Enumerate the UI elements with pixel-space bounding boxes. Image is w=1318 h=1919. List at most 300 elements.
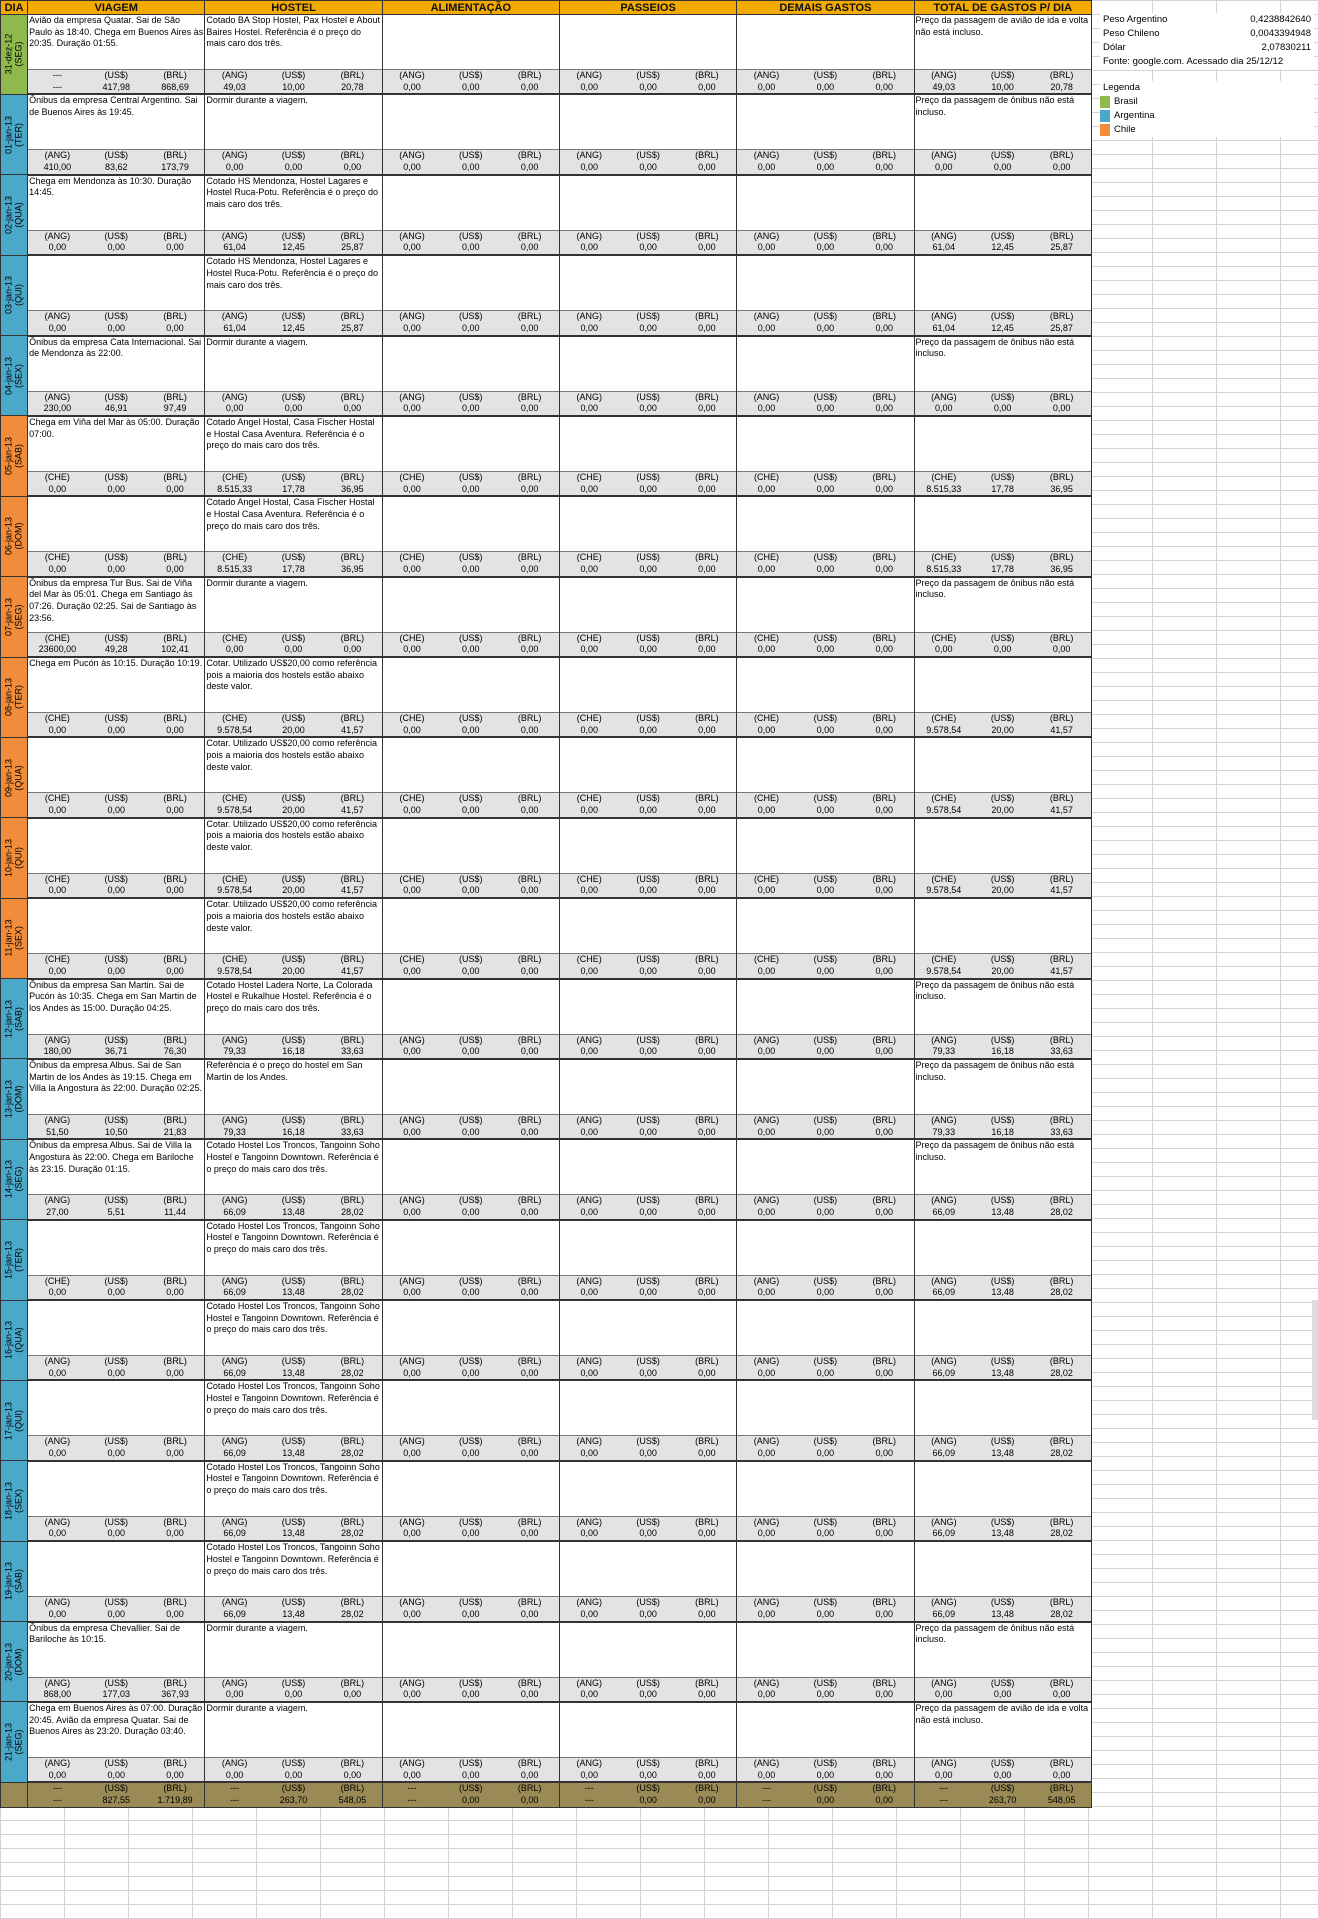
totals-value[interactable]: 827,55	[87, 1795, 146, 1808]
currency-label[interactable]: (ANG)	[559, 150, 618, 162]
day-cell[interactable]	[1, 1702, 28, 1782]
amount-cell[interactable]: 367,93	[146, 1689, 205, 1702]
currency-label[interactable]: (BRL)	[855, 1677, 914, 1689]
amount-cell[interactable]: 0,00	[87, 484, 146, 497]
amount-cell[interactable]: 0,00	[559, 484, 618, 497]
demais-gastos-note[interactable]	[737, 15, 914, 70]
currency-label[interactable]: (US$)	[87, 954, 146, 966]
currency-label[interactable]: (BRL)	[855, 230, 914, 242]
header-viagem[interactable]: VIAGEM	[28, 1, 205, 15]
amount-cell[interactable]: 0,00	[500, 403, 559, 416]
currency-label[interactable]: (US$)	[796, 1114, 855, 1126]
amount-cell[interactable]: 41,57	[323, 805, 382, 818]
amount-cell[interactable]: 79,33	[205, 1046, 264, 1059]
amount-cell[interactable]: 0,00	[737, 644, 796, 657]
amount-cell[interactable]: 0,00	[855, 162, 914, 175]
amount-cell[interactable]: 0,00	[737, 242, 796, 255]
amount-cell[interactable]: 0,00	[796, 323, 855, 336]
currency-label[interactable]: (US$)	[264, 1195, 323, 1207]
currency-label[interactable]: (US$)	[973, 311, 1032, 323]
currency-label[interactable]: (ANG)	[382, 1677, 441, 1689]
currency-label[interactable]: (US$)	[973, 1356, 1032, 1368]
amount-cell[interactable]: 10,00	[264, 82, 323, 95]
currency-label[interactable]: (BRL)	[323, 1757, 382, 1769]
currency-label[interactable]: (ANG)	[28, 391, 87, 403]
amount-cell[interactable]: 0,00	[441, 323, 500, 336]
amount-cell[interactable]: 79,33	[205, 1127, 264, 1140]
amount-cell[interactable]: 11,44	[146, 1207, 205, 1220]
currency-label[interactable]: (BRL)	[678, 230, 737, 242]
currency-label[interactable]: (US$)	[973, 793, 1032, 805]
currency-label[interactable]: (CHE)	[205, 552, 264, 564]
header-demais-gastos[interactable]: DEMAIS GASTOS	[737, 1, 914, 15]
currency-label[interactable]: (US$)	[796, 1516, 855, 1528]
total-note[interactable]	[914, 255, 1091, 311]
totals-value[interactable]: 548,05	[323, 1795, 382, 1808]
alimentacao-note[interactable]	[382, 255, 559, 311]
totals-label[interactable]: (BRL)	[500, 1782, 559, 1795]
currency-label[interactable]: (ANG)	[28, 1114, 87, 1126]
currency-label[interactable]: (ANG)	[737, 1114, 796, 1126]
currency-label[interactable]: (BRL)	[500, 471, 559, 483]
day-cell[interactable]	[1, 336, 28, 416]
currency-label[interactable]: (BRL)	[855, 150, 914, 162]
amount-cell[interactable]: 0,00	[914, 1770, 973, 1783]
totals-value[interactable]: 548,05	[1032, 1795, 1091, 1808]
amount-cell[interactable]: 0,00	[441, 885, 500, 898]
totals-label[interactable]: ---	[28, 1782, 87, 1795]
currency-label[interactable]: (US$)	[87, 70, 146, 82]
amount-cell[interactable]: 0,00	[146, 323, 205, 336]
amount-cell[interactable]: 20,00	[264, 885, 323, 898]
currency-label[interactable]: (BRL)	[500, 713, 559, 725]
amount-cell[interactable]: 0,00	[87, 885, 146, 898]
amount-cell[interactable]: 13,48	[264, 1368, 323, 1381]
currency-label[interactable]: (BRL)	[855, 954, 914, 966]
currency-label[interactable]: (BRL)	[500, 70, 559, 82]
currency-label[interactable]: (ANG)	[28, 1597, 87, 1609]
amount-cell[interactable]: 0,00	[678, 82, 737, 95]
amount-cell[interactable]: 61,04	[914, 323, 973, 336]
currency-label[interactable]: (BRL)	[146, 632, 205, 644]
currency-label[interactable]: (ANG)	[914, 230, 973, 242]
amount-cell[interactable]: 41,57	[323, 725, 382, 738]
hostel-note[interactable]: Dormir durante a viagem.	[205, 577, 382, 633]
amount-cell[interactable]: 0,00	[382, 1528, 441, 1541]
currency-label[interactable]: (BRL)	[500, 1597, 559, 1609]
amount-cell[interactable]: 0,00	[678, 966, 737, 979]
currency-label[interactable]: (ANG)	[28, 1757, 87, 1769]
total-note[interactable]	[914, 1461, 1091, 1517]
currency-label[interactable]: (BRL)	[323, 1436, 382, 1448]
alimentacao-note[interactable]	[382, 1300, 559, 1356]
currency-label[interactable]: (BRL)	[855, 391, 914, 403]
currency-label[interactable]: (ANG)	[559, 1597, 618, 1609]
currency-label[interactable]: ---	[28, 70, 87, 82]
currency-label[interactable]: (BRL)	[678, 1757, 737, 1769]
amount-cell[interactable]: 0,00	[264, 403, 323, 416]
amount-cell[interactable]: 0,00	[28, 885, 87, 898]
currency-label[interactable]: (BRL)	[146, 311, 205, 323]
currency-label[interactable]: (ANG)	[205, 230, 264, 242]
currency-label[interactable]: (BRL)	[146, 1757, 205, 1769]
currency-label[interactable]: (BRL)	[1032, 632, 1091, 644]
amount-cell[interactable]: 0,00	[1032, 644, 1091, 657]
amount-cell[interactable]: 0,00	[323, 403, 382, 416]
currency-label[interactable]: (BRL)	[855, 1436, 914, 1448]
hostel-note[interactable]: Cotado Hostel Los Troncos, Tangoinn Soho Hostel e Tangoinn Downtown. Referência é o preço do mais caro dos três.	[205, 1380, 382, 1436]
amount-cell[interactable]: 33,63	[1032, 1046, 1091, 1059]
amount-cell[interactable]: 0,00	[500, 1448, 559, 1461]
amount-cell[interactable]: 21,83	[146, 1127, 205, 1140]
amount-cell[interactable]: 49,28	[87, 644, 146, 657]
amount-cell[interactable]: 0,00	[678, 644, 737, 657]
currency-label[interactable]: (US$)	[796, 873, 855, 885]
hostel-note[interactable]: Cotar. Utilizado US$20,00 como referência pois a maioria dos hostels estão abaixo deste valor.	[205, 898, 382, 954]
amount-cell[interactable]: 13,48	[264, 1448, 323, 1461]
passeios-note[interactable]	[559, 1622, 736, 1678]
demais-gastos-note[interactable]	[737, 657, 914, 713]
currency-label[interactable]: (US$)	[87, 1436, 146, 1448]
amount-cell[interactable]: 0,00	[382, 1448, 441, 1461]
currency-label[interactable]: (US$)	[619, 1597, 678, 1609]
amount-cell[interactable]: 0,00	[500, 1046, 559, 1059]
currency-label[interactable]: (US$)	[619, 1195, 678, 1207]
currency-label[interactable]: (BRL)	[678, 793, 737, 805]
hostel-note[interactable]: Cotar. Utilizado US$20,00 como referência pois a maioria dos hostels estão abaixo deste valor.	[205, 737, 382, 793]
currency-label[interactable]: (US$)	[264, 391, 323, 403]
total-note[interactable]	[914, 1541, 1091, 1597]
passeios-note[interactable]	[559, 15, 736, 70]
viagem-note[interactable]	[28, 255, 205, 311]
amount-cell[interactable]: 0,00	[441, 1368, 500, 1381]
hostel-note[interactable]: Cotado BA Stop Hostel, Pax Hostel e About Baires Hostel. Referência é o preço do mais caro dos três.	[205, 15, 382, 70]
amount-cell[interactable]: 0,00	[323, 1770, 382, 1783]
amount-cell[interactable]: 102,41	[146, 644, 205, 657]
alimentacao-note[interactable]	[382, 818, 559, 874]
currency-label[interactable]: (BRL)	[1032, 1516, 1091, 1528]
currency-label[interactable]: (BRL)	[323, 230, 382, 242]
currency-label[interactable]: (BRL)	[678, 1516, 737, 1528]
amount-cell[interactable]: 0,00	[678, 484, 737, 497]
amount-cell[interactable]: 0,00	[619, 725, 678, 738]
demais-gastos-note[interactable]	[737, 496, 914, 552]
currency-label[interactable]: (CHE)	[28, 793, 87, 805]
amount-cell[interactable]: 0,00	[146, 564, 205, 577]
currency-label[interactable]: (ANG)	[382, 1597, 441, 1609]
amount-cell[interactable]: 0,00	[678, 1127, 737, 1140]
amount-cell[interactable]: 0,00	[855, 1368, 914, 1381]
currency-label[interactable]: (BRL)	[678, 70, 737, 82]
amount-cell[interactable]: 0,00	[737, 484, 796, 497]
currency-label[interactable]: (BRL)	[678, 1114, 737, 1126]
currency-label[interactable]: (BRL)	[1032, 552, 1091, 564]
currency-label[interactable]: (BRL)	[323, 1677, 382, 1689]
currency-label[interactable]: (BRL)	[323, 1356, 382, 1368]
currency-label[interactable]: (US$)	[441, 1436, 500, 1448]
rate-row-dolar[interactable]	[1100, 41, 1314, 55]
currency-label[interactable]: (BRL)	[146, 552, 205, 564]
amount-cell[interactable]: 0,00	[28, 484, 87, 497]
passeios-note[interactable]	[559, 336, 736, 392]
currency-label[interactable]: (BRL)	[323, 954, 382, 966]
currency-label[interactable]: (BRL)	[500, 391, 559, 403]
amount-cell[interactable]: 0,00	[146, 1287, 205, 1300]
amount-cell[interactable]: 0,00	[973, 644, 1032, 657]
currency-label[interactable]: (CHE)	[737, 954, 796, 966]
currency-label[interactable]: (US$)	[264, 150, 323, 162]
currency-label[interactable]: (ANG)	[914, 150, 973, 162]
currency-label[interactable]: (US$)	[619, 793, 678, 805]
currency-label[interactable]: (BRL)	[500, 954, 559, 966]
viagem-note[interactable]	[28, 1220, 205, 1276]
currency-label[interactable]: (BRL)	[323, 391, 382, 403]
currency-label[interactable]: (BRL)	[146, 1275, 205, 1287]
viagem-note[interactable]: Ônibus da empresa Albus. Sai de Villa la Angostura às 22:00. Chega em Bariloche às 23:15. Duração 01:15.	[28, 1139, 205, 1195]
totals-label[interactable]: (BRL)	[323, 1782, 382, 1795]
amount-cell[interactable]: 20,78	[323, 82, 382, 95]
amount-cell[interactable]: 0,00	[382, 323, 441, 336]
amount-cell[interactable]: 0,00	[559, 1770, 618, 1783]
currency-label[interactable]: (BRL)	[146, 1677, 205, 1689]
amount-cell[interactable]: 0,00	[914, 1689, 973, 1702]
amount-cell[interactable]: 868,00	[28, 1689, 87, 1702]
amount-cell[interactable]: 0,00	[796, 1127, 855, 1140]
currency-label[interactable]: (BRL)	[855, 1356, 914, 1368]
amount-cell[interactable]: 0,00	[619, 644, 678, 657]
currency-label[interactable]: (CHE)	[737, 873, 796, 885]
currency-label[interactable]: (BRL)	[855, 873, 914, 885]
hostel-note[interactable]: Cotar. Utilizado US$20,00 como referência pois a maioria dos hostels estão abaixo deste valor.	[205, 818, 382, 874]
currency-label[interactable]: (US$)	[973, 1034, 1032, 1046]
legend-item-brasil[interactable]	[1100, 95, 1314, 109]
amount-cell[interactable]: 0,00	[382, 1127, 441, 1140]
amount-cell[interactable]: 0,00	[678, 1609, 737, 1622]
currency-label[interactable]: (BRL)	[855, 70, 914, 82]
currency-label[interactable]: (BRL)	[1032, 954, 1091, 966]
amount-cell[interactable]: 0,00	[619, 1046, 678, 1059]
alimentacao-note[interactable]	[382, 1702, 559, 1758]
amount-cell[interactable]: 0,00	[441, 1689, 500, 1702]
currency-label[interactable]: (BRL)	[500, 1757, 559, 1769]
amount-cell[interactable]: 0,00	[382, 1046, 441, 1059]
amount-cell[interactable]: 41,57	[1032, 885, 1091, 898]
currency-label[interactable]: (BRL)	[500, 1275, 559, 1287]
hostel-note[interactable]: Referência é o preço do hostel em San Martin de los Andes.	[205, 1059, 382, 1115]
total-note[interactable]: Preço da passagem de ônibus não está incluso.	[914, 577, 1091, 633]
currency-label[interactable]: (ANG)	[382, 1275, 441, 1287]
amount-cell[interactable]: 0,00	[441, 403, 500, 416]
header-total-gastos[interactable]: TOTAL DE GASTOS P/ DIA	[914, 1, 1091, 15]
amount-cell[interactable]: 0,00	[855, 966, 914, 979]
totals-label[interactable]: (BRL)	[146, 1782, 205, 1795]
amount-cell[interactable]: 0,00	[619, 484, 678, 497]
amount-cell[interactable]: 0,00	[146, 1609, 205, 1622]
currency-label[interactable]: (ANG)	[205, 311, 264, 323]
amount-cell[interactable]: 16,18	[973, 1046, 1032, 1059]
amount-cell[interactable]: 16,18	[264, 1046, 323, 1059]
currency-label[interactable]: (US$)	[87, 391, 146, 403]
currency-label[interactable]: (US$)	[264, 873, 323, 885]
amount-cell[interactable]: 0,00	[973, 162, 1032, 175]
currency-label[interactable]: (US$)	[973, 1597, 1032, 1609]
alimentacao-note[interactable]	[382, 94, 559, 150]
amount-cell[interactable]: 0,00	[619, 966, 678, 979]
currency-label[interactable]: (BRL)	[500, 632, 559, 644]
currency-label[interactable]: (ANG)	[205, 1677, 264, 1689]
alimentacao-note[interactable]	[382, 1461, 559, 1517]
currency-label[interactable]: (ANG)	[914, 1275, 973, 1287]
currency-label[interactable]: (ANG)	[914, 1195, 973, 1207]
demais-gastos-note[interactable]	[737, 1059, 914, 1115]
currency-label[interactable]: (US$)	[619, 70, 678, 82]
currency-label[interactable]: (ANG)	[914, 1757, 973, 1769]
currency-label[interactable]: (CHE)	[559, 552, 618, 564]
amount-cell[interactable]: 410,00	[28, 162, 87, 175]
currency-label[interactable]: (BRL)	[1032, 311, 1091, 323]
amount-cell[interactable]: 66,09	[914, 1287, 973, 1300]
amount-cell[interactable]: 20,00	[264, 966, 323, 979]
passeios-note[interactable]	[559, 1702, 736, 1758]
amount-cell[interactable]: 8.515,33	[914, 484, 973, 497]
currency-label[interactable]: (BRL)	[146, 873, 205, 885]
currency-label[interactable]: (US$)	[87, 230, 146, 242]
passeios-note[interactable]	[559, 577, 736, 633]
currency-label[interactable]: (BRL)	[146, 1356, 205, 1368]
amount-cell[interactable]: 0,00	[619, 82, 678, 95]
currency-label[interactable]: (US$)	[441, 713, 500, 725]
amount-cell[interactable]: 0,00	[146, 966, 205, 979]
amount-cell[interactable]: 36,95	[323, 564, 382, 577]
currency-label[interactable]: (CHE)	[205, 793, 264, 805]
hostel-note[interactable]: Cotado Hostel Los Troncos, Tangoinn Soho Hostel e Tangoinn Downtown. Referência é o preço do mais caro dos três.	[205, 1461, 382, 1517]
amount-cell[interactable]: 0,00	[619, 1770, 678, 1783]
amount-cell[interactable]: 0,00	[796, 966, 855, 979]
amount-cell[interactable]: 0,00	[441, 1046, 500, 1059]
currency-label[interactable]: (BRL)	[855, 793, 914, 805]
demais-gastos-note[interactable]	[737, 577, 914, 633]
currency-label[interactable]: (CHE)	[205, 873, 264, 885]
total-note[interactable]: Preço da passagem de avião de ida e volta não está incluso.	[914, 15, 1091, 70]
amount-cell[interactable]: 0,00	[87, 1287, 146, 1300]
currency-label[interactable]: (BRL)	[678, 1275, 737, 1287]
currency-label[interactable]: (CHE)	[28, 873, 87, 885]
amount-cell[interactable]: 9.578,54	[205, 885, 264, 898]
amount-cell[interactable]: 0,00	[559, 1368, 618, 1381]
currency-label[interactable]: (US$)	[441, 1677, 500, 1689]
currency-label[interactable]: (ANG)	[914, 1597, 973, 1609]
currency-label[interactable]: (BRL)	[323, 793, 382, 805]
amount-cell[interactable]: 17,78	[973, 564, 1032, 577]
amount-cell[interactable]: 0,00	[737, 1689, 796, 1702]
currency-label[interactable]: (BRL)	[500, 1677, 559, 1689]
currency-label[interactable]: (ANG)	[559, 311, 618, 323]
currency-label[interactable]: (US$)	[264, 632, 323, 644]
currency-label[interactable]: (BRL)	[1032, 1677, 1091, 1689]
currency-label[interactable]: (CHE)	[28, 552, 87, 564]
amount-cell[interactable]: 66,09	[205, 1368, 264, 1381]
currency-label[interactable]: (ANG)	[914, 1677, 973, 1689]
currency-label[interactable]: (US$)	[619, 632, 678, 644]
amount-cell[interactable]: 0,00	[678, 1287, 737, 1300]
amount-cell[interactable]: 0,00	[796, 1689, 855, 1702]
currency-label[interactable]: (BRL)	[500, 1356, 559, 1368]
amount-cell[interactable]: 0,00	[323, 1689, 382, 1702]
amount-cell[interactable]: 10,00	[973, 82, 1032, 95]
amount-cell[interactable]: 0,00	[441, 162, 500, 175]
amount-cell[interactable]: 0,00	[796, 1287, 855, 1300]
amount-cell[interactable]: 0,00	[619, 323, 678, 336]
amount-cell[interactable]: 0,00	[441, 1287, 500, 1300]
currency-label[interactable]: (ANG)	[559, 230, 618, 242]
amount-cell[interactable]: 0,00	[205, 1689, 264, 1702]
rate-row-peso-chileno[interactable]	[1100, 27, 1314, 41]
day-cell[interactable]	[1, 416, 28, 496]
currency-label[interactable]: (US$)	[973, 1677, 1032, 1689]
currency-label[interactable]: (BRL)	[678, 391, 737, 403]
demais-gastos-note[interactable]	[737, 336, 914, 392]
currency-label[interactable]: (US$)	[973, 471, 1032, 483]
amount-cell[interactable]: 36,95	[323, 484, 382, 497]
currency-label[interactable]: (BRL)	[146, 471, 205, 483]
currency-label[interactable]: (ANG)	[914, 1516, 973, 1528]
currency-label[interactable]: (US$)	[619, 552, 678, 564]
amount-cell[interactable]: 28,02	[1032, 1368, 1091, 1381]
currency-label[interactable]: (ANG)	[559, 1757, 618, 1769]
day-cell[interactable]	[1, 1220, 28, 1300]
currency-label[interactable]: (US$)	[87, 150, 146, 162]
currency-label[interactable]: (BRL)	[1032, 873, 1091, 885]
amount-cell[interactable]: 17,78	[973, 484, 1032, 497]
currency-label[interactable]: (US$)	[441, 70, 500, 82]
amount-cell[interactable]: 0,00	[914, 162, 973, 175]
amount-cell[interactable]: 0,00	[619, 162, 678, 175]
currency-label[interactable]: (BRL)	[146, 1597, 205, 1609]
currency-label[interactable]: (ANG)	[737, 311, 796, 323]
currency-label[interactable]: (CHE)	[737, 793, 796, 805]
passeios-note[interactable]	[559, 1139, 736, 1195]
amount-cell[interactable]: 0,00	[559, 644, 618, 657]
currency-label[interactable]: (US$)	[87, 713, 146, 725]
currency-label[interactable]: (US$)	[441, 471, 500, 483]
currency-label[interactable]: (BRL)	[323, 1597, 382, 1609]
amount-cell[interactable]: 0,00	[500, 162, 559, 175]
currency-label[interactable]: (US$)	[441, 391, 500, 403]
amount-cell[interactable]: 0,00	[678, 242, 737, 255]
amount-cell[interactable]: 868,69	[146, 82, 205, 95]
viagem-note[interactable]	[28, 1461, 205, 1517]
amount-cell[interactable]: 0,00	[678, 162, 737, 175]
amount-cell[interactable]: 0,00	[28, 1609, 87, 1622]
amount-cell[interactable]: 0,00	[855, 403, 914, 416]
viagem-note[interactable]	[28, 898, 205, 954]
currency-label[interactable]: (BRL)	[1032, 1034, 1091, 1046]
currency-label[interactable]: (US$)	[619, 1275, 678, 1287]
amount-cell[interactable]: 9.578,54	[914, 885, 973, 898]
currency-label[interactable]: (CHE)	[914, 471, 973, 483]
amount-cell[interactable]: 0,00	[559, 1207, 618, 1220]
currency-label[interactable]: (BRL)	[855, 1275, 914, 1287]
currency-label[interactable]: (ANG)	[382, 1757, 441, 1769]
hostel-note[interactable]: Dormir durante a viagem.	[205, 336, 382, 392]
amount-cell[interactable]: 0,00	[264, 162, 323, 175]
amount-cell[interactable]: 0,00	[914, 403, 973, 416]
amount-cell[interactable]: 0,00	[619, 1528, 678, 1541]
currency-label[interactable]: (US$)	[973, 1275, 1032, 1287]
amount-cell[interactable]: 0,00	[973, 403, 1032, 416]
demais-gastos-note[interactable]	[737, 94, 914, 150]
currency-label[interactable]: (US$)	[973, 391, 1032, 403]
